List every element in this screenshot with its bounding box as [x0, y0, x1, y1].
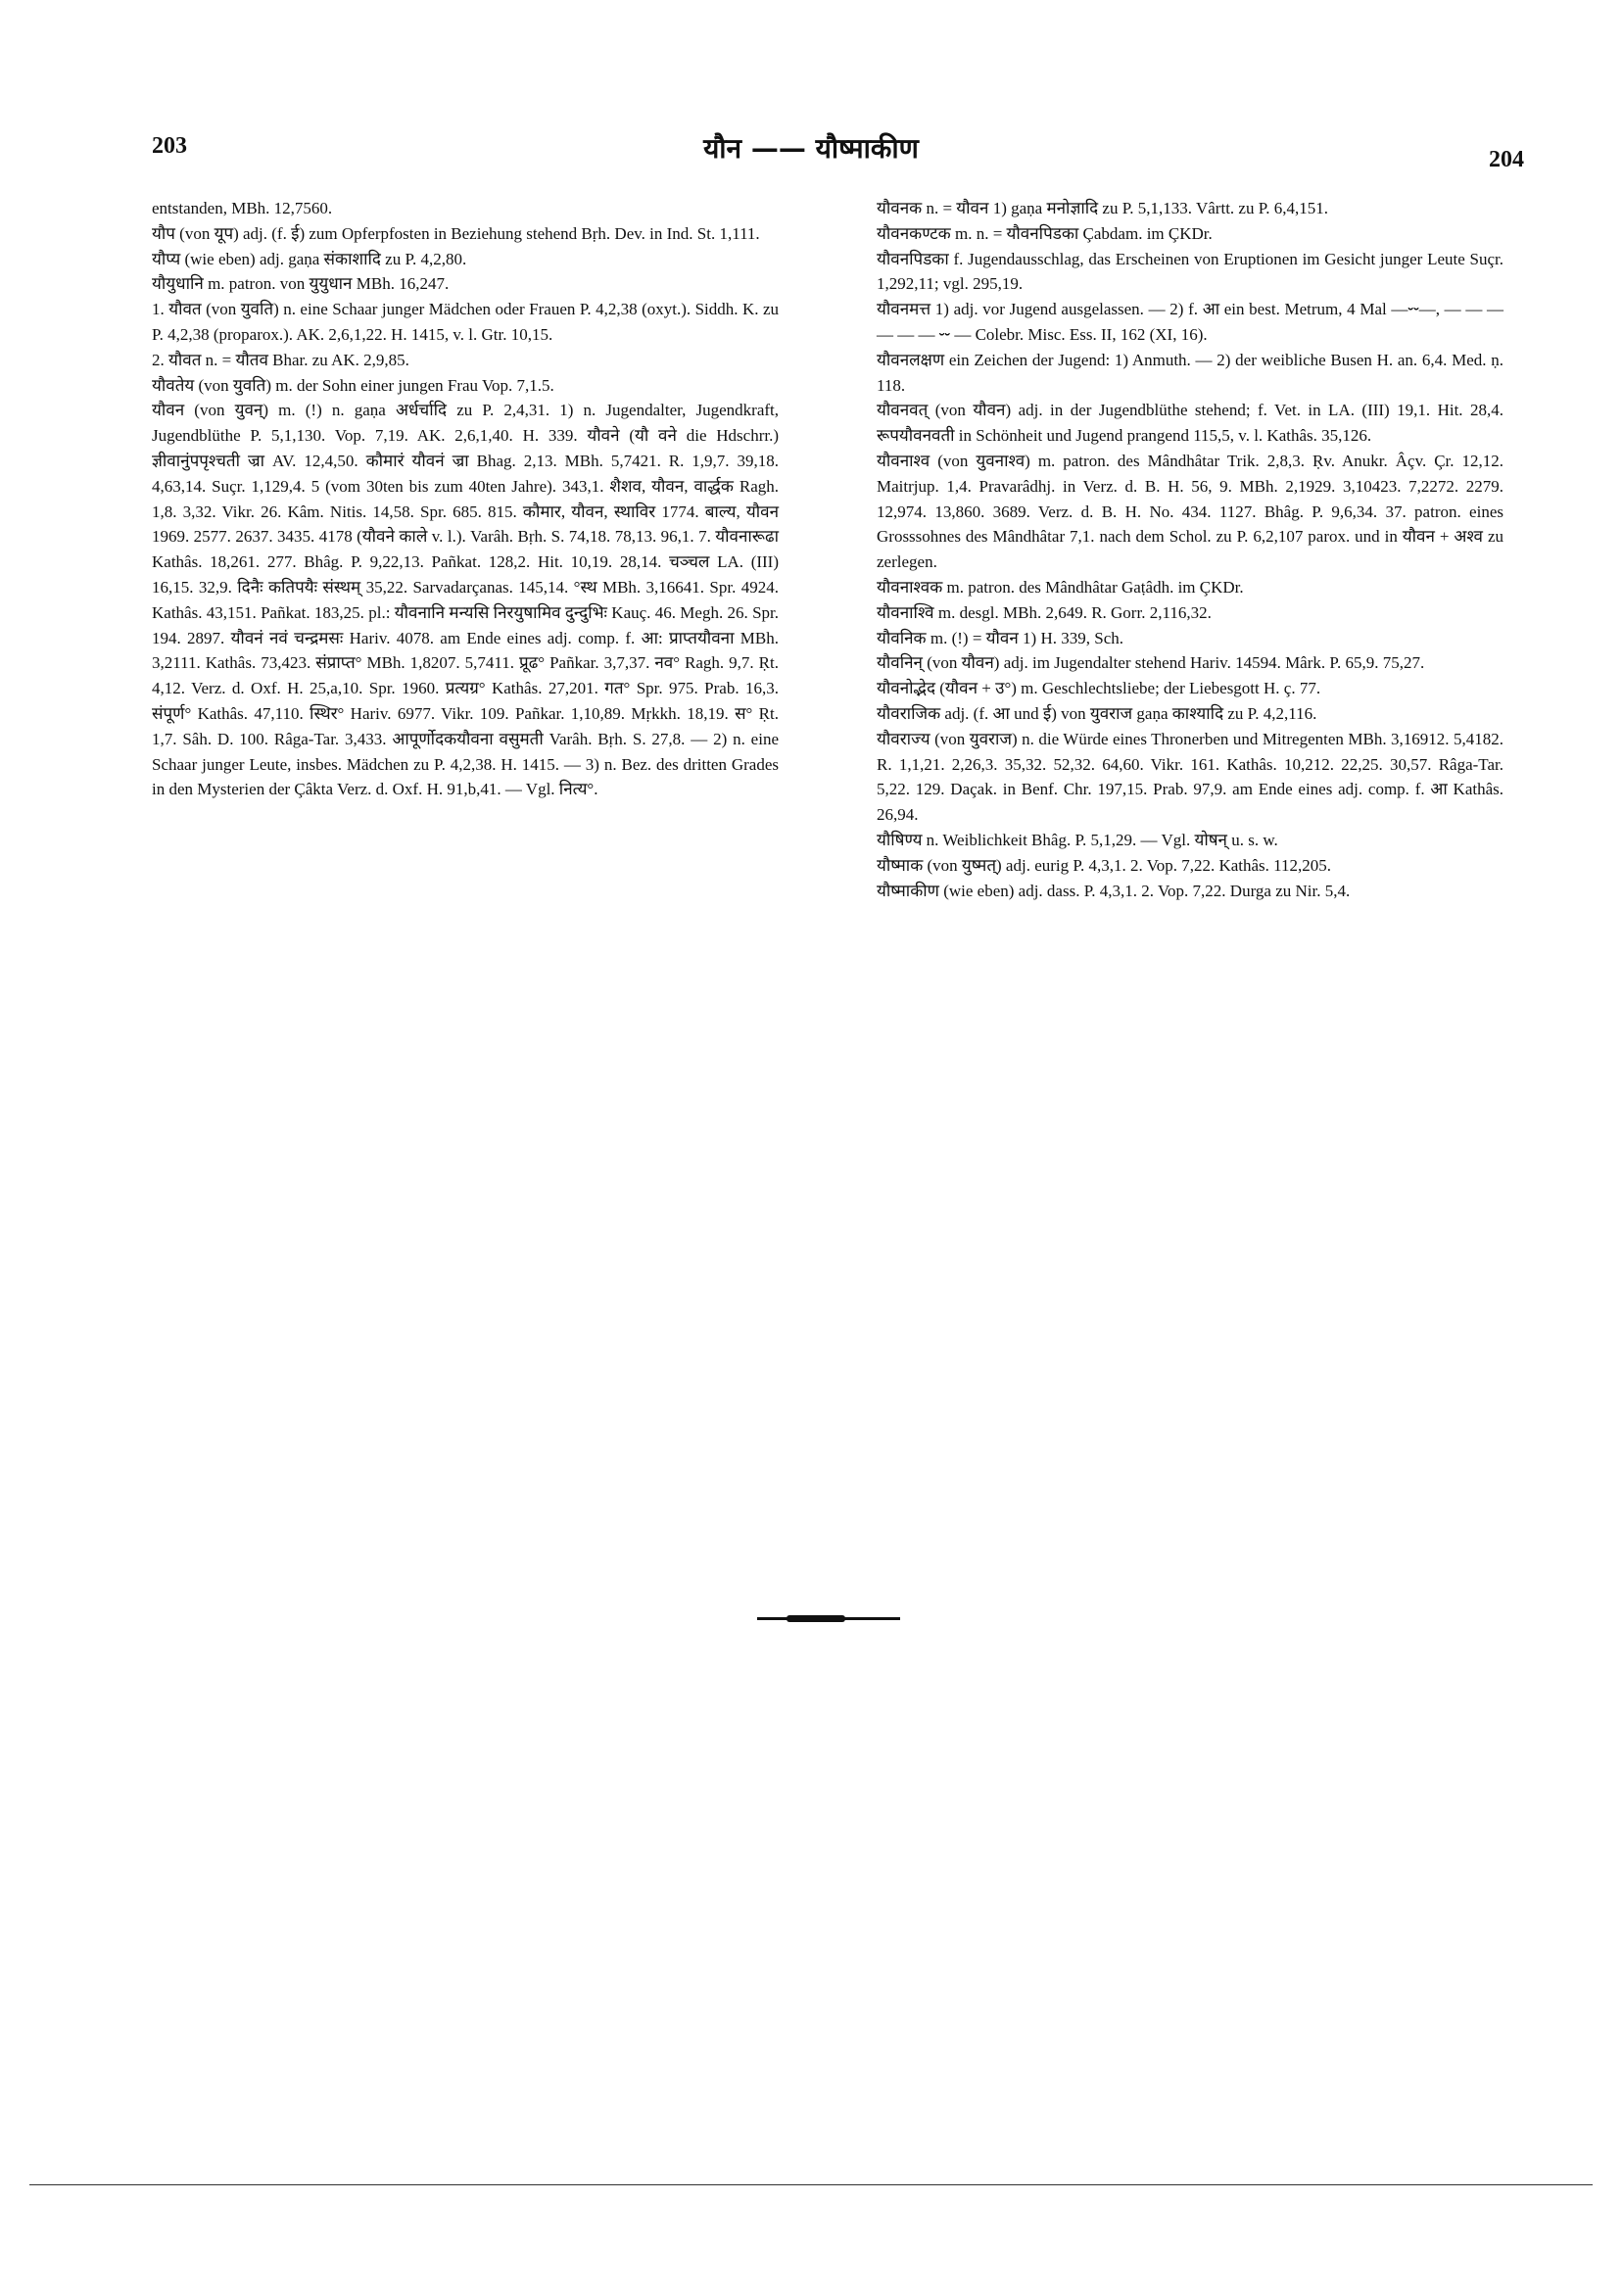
dictionary-entry: यौवनलक्षण ein Zeichen der Jugend: 1) Anmuth. — 2) der weibliche Busen H. an. 6,4. Med. ṇ. 118. [877, 350, 1503, 395]
dictionary-entry: यौवनोद्भेद (यौवन + उ°) m. Geschlechtsliebe; der Liebesgott H. ç. 77. [877, 679, 1321, 698]
bottom-divider [29, 2184, 1593, 2185]
dictionary-entry: यौषिण्य n. Weiblichkeit Bhâg. P. 5,1,29. — Vgl. योषन् u. s. w. [877, 830, 1278, 849]
dictionary-entry: यौवन (von युवन्) m. (!) n. gaṇa अर्धर्चादि zu P. 2,4,31. 1) n. Jugendalter, Jugendkraft, Jugendblüthe P. 5,1,130. Vop. 7,19. AK. 2,6,1,40. H. 339. यौवने (यौ वने die Hdschrr.) ज्ञीवानुंपपृश्चती ज्रा AV. 12,4,50. कौमारं यौवनं ज्रा Bhag. 2,13. MBh. 5,7421. R. 1,9,7. 39,18. 4,63,14. Suçr. 1,129,4. 5 (vom 30ten bis zum 40ten Jahre). 343,1. शैशव, यौवन, वार्द्धक Ragh. 1,8. 3,32. Vikr. 26. Kâm. Nitis. 14,58. Spr. 685. 815. कौमार, यौवन, स्थाविर 1774. बाल्य, यौवन 1969. 2577. 2637. 3435. 4178 (यौवने काले v. l.). Varâh. Bṛh. S. 74,18. 78,13. 96,1. 7. यौवनारूढा Kathâs. 18,261. 277. Bhâg. P. 9,22,13. Pañkat. 128,2. Hit. 10,19. 28,14. चञ्चल LA. (III) 16,15. 32,9. दिनैः कतिपयैः संस्थम् 35,22. Sarvadarçanas. 145,14. °स्थ MBh. 3,16641. Spr. 4924. Kathâs. 43,151. Pañkat. 183,25. pl.: यौवनानि मन्यसि निरयुषामिव दुन्दुभिः Kauç. 46. Megh. 26. Spr. 194. 2897. यौवनं नवं चन्द्रमसः Hariv. 4078. am Ende eines adj. comp. f. आ: प्राप्तयौवना MBh. 3,2111. Kathâs. 73,423. संप्राप्त° MBh. 1,8207. 5,7411. प्रूढ° Pañkar. 3,7,37. नव° Ragh. 9,7. Ṛt. 4,12. Verz. d. Oxf. H. 25,a,10. Spr. 1960. प्रत्यग्र° Kathâs. 27,201. गत° Spr. 975. Prab. 16,3. संपूर्ण° Kathâs. 47,110. स्थिर° Hariv. 6977. Vikr. 109. Pañkar. 1,10,89. Mṛkkh. 18,19. स° Ṛt. 1,7. Sâh. D. 100. Râga-Tar. 3,433. आपूर्णोदकयौवना वसुमती Varâh. Bṛh. S. 27,8. — 2) n. eine Schaar junger Leute, insbes. Mädchen zu P. 4,2,38. H. 1415. — 3) n. Bez. des dritten Grades in den Mysterien der Çâkta Verz. d. Oxf. H. 91,b,41. — Vgl. नित्य°. [152, 401, 779, 799]
right-column [877, 196, 1503, 903]
dictionary-entry: यौयुधानि m. patron. von युयुधान MBh. 16,247. [152, 274, 450, 294]
dictionary-entry: यौवनवत् (von यौवन) adj. in der Jugendblüthe stehend; f. Vet. in LA. (III) 19,1. Hit. 28,4. रूपयौवनवती in Schönheit und Jugend prangend 115,5, v. l. Kathâs. 35,126. [877, 401, 1503, 446]
dictionary-entry: यौवनाश्व (von युवनाश्व) m. patron. des Mândhâtar Trik. 2,8,3. Ṛv. Anukr. Âçv. Çr. 12,12. Maitrjup. 1,4. Pravarâdhj. in Verz. d. B. H. 56, 9. MBh. 2,1929. 3,10423. 7,2272. 2279. 12,974. 13,860. 3689. Verz. d. B. H. No. 434. 1127. Bhâg. P. 9,6,34. 37. patron. eines Grosssohnes des Mândhâtar 7,1. nach dem Schol. zu P. 6,2,107 parox. und in यौवन + अश्व zu zerlegen. [877, 451, 1503, 572]
dictionary-entry: यौवनपिडका f. Jugendausschlag, das Erscheinen von Eruptionen im Gesicht junger Leute Suçr. 1,292,11; vgl. 295,19. [877, 249, 1503, 294]
end-ornament-rule [757, 1617, 900, 1620]
dictionary-entry: यौवनिक m. (!) = यौवन 1) H. 339, Sch. [877, 628, 1123, 647]
dictionary-entry: यौप्य (wie eben) adj. gaṇa संकाशादि zu P. 4,2,80. [152, 249, 467, 268]
page-header [0, 129, 1622, 172]
left-column [152, 196, 779, 802]
dictionary-entry: यौवतेय (von युवति) m. der Sohn einer jungen Frau Vop. 7,1.5. [152, 375, 554, 395]
dictionary-entry: यौवराजिक adj. (f. आ und ई) von युवराज gaṇa काश्यादि zu P. 4,2,116. [877, 703, 1317, 723]
page-number-left: 203 [152, 133, 187, 159]
dictionary-entry: यौवनाश्वि m. desgl. MBh. 2,649. R. Gorr. 2,116,32. [877, 602, 1212, 622]
dictionary-entry: यौवनमत्त 1) adj. vor Jugend ausgelassen. — 2) f. आ ein best. Metrum, 4 Mal —⏑⏑—, — — — — — — ⏑⏑ — Colebr. Misc. Ess. II, 162 (XI, 16). [877, 300, 1503, 344]
dictionary-entry: यौष्माकीण (wie eben) adj. dass. P. 4,3,1. 2. Vop. 7,22. Durga zu Nir. 5,4. [877, 881, 1351, 900]
dictionary-entry: entstanden, MBh. 12,7560. [152, 199, 333, 217]
dictionary-entry: यौवनिन् (von यौवन) adj. im Jugendalter stehend Hariv. 14594. Mârk. P. 65,9. 75,27. [877, 653, 1425, 673]
dictionary-entry: यौवनाश्वक m. patron. des Mândhâtar Gaṭâdh. im ÇKDr. [877, 577, 1244, 597]
dictionary-entry: 1. यौवत (von युवति) n. eine Schaar junger Mädchen oder Frauen P. 4,2,38 (oxyt.). Siddh. K. zu P. 4,2,38 (proparox.). AK. 2,6,1,22. H. 1415, v. l. Gtr. 10,15. [152, 300, 779, 344]
running-title: यौन —— यौष्माकीण [703, 132, 919, 165]
dictionary-entry: यौप (von यूप) adj. (f. ई) zum Opferpfosten in Beziehung stehend Bṛh. Dev. in Ind. St. 1,111. [152, 223, 760, 243]
page-number-right: 204 [1489, 147, 1524, 172]
dictionary-entry: यौवनक n. = यौवन 1) gaṇa मनोज्ञादि zu P. 5,1,133. Vârtt. zu P. 6,4,151. [877, 199, 1329, 217]
dictionary-entry: यौष्माक (von युष्मत्) adj. eurig P. 4,3,1. 2. Vop. 7,22. Kathâs. 112,205. [877, 855, 1332, 875]
dictionary-entry: यौवराज्य (von युवराज) n. die Würde eines Thronerben und Mitregenten MBh. 3,16912. 5,4182. R. 1,1,21. 2,26,3. 35,32. 52,32. 64,60. Vikr. 161. Kathâs. 10,212. 22,25. 30,57. Râga-Tar. 5,22. 129. Daçak. in Benf. Chr. 197,15. Prab. 97,9. am Ende eines adj. comp. f. आ Kathâs. 26,94. [877, 729, 1503, 825]
dictionary-entry: 2. यौवत n. = यौतव Bhar. zu AK. 2,9,85. [152, 350, 409, 369]
dictionary-entry: यौवनकण्टक m. n. = यौवनपिडका Çabdam. im ÇKDr. [877, 223, 1213, 243]
